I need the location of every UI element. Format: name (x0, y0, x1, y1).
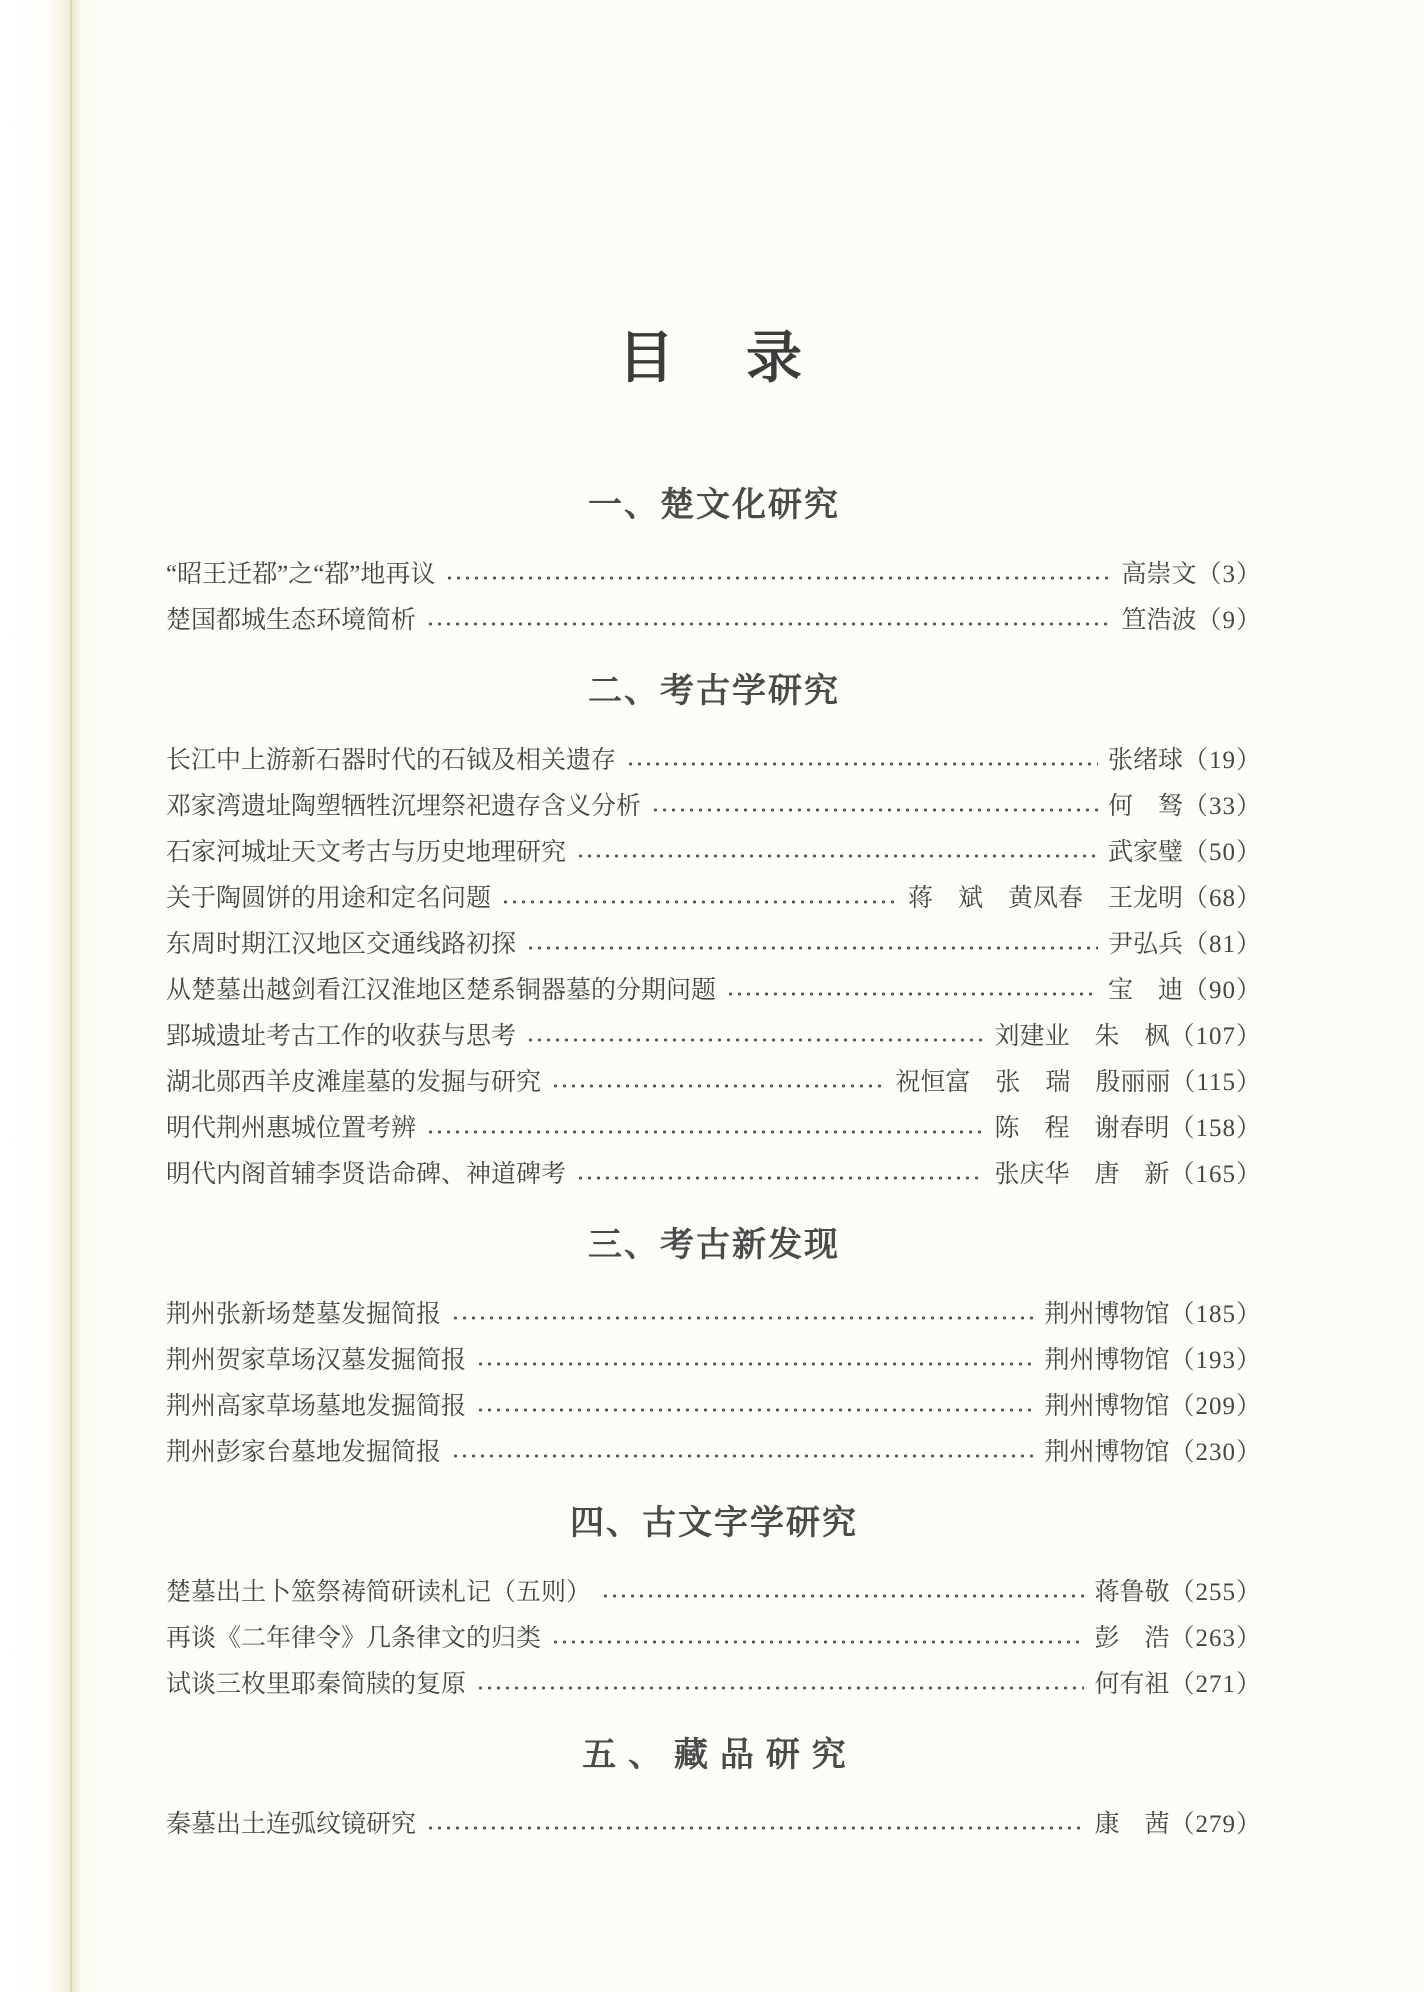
dot-leader (451, 1451, 1034, 1461)
toc-entry (166, 876, 1262, 922)
entry-page-number: （107） (1169, 1023, 1262, 1050)
toc-entry (166, 1662, 1262, 1708)
toc-entry (166, 1570, 1262, 1616)
entry-authors: 刘建业 朱 枫 (994, 1023, 1170, 1050)
dot-leader (426, 1823, 1084, 1833)
dot-leader (476, 1683, 1084, 1693)
entry-authors: 何 驽 (1107, 793, 1183, 820)
entry-page-number: （209） (1169, 1393, 1262, 1420)
dot-leader (426, 619, 1111, 629)
entry-title: “昭王迁鄀”之“鄀”地再议 (166, 561, 436, 588)
entry-title: 明代内阁首辅李贤诰命碑、神道碑考 (166, 1161, 567, 1188)
entry-page-number: （193） (1169, 1347, 1262, 1374)
page-title: 目 录 (618, 328, 810, 390)
entry-authors: 高崇文 (1121, 561, 1197, 588)
dot-leader (426, 1127, 984, 1137)
entry-title: 从楚墓出越剑看江汉淮地区楚系铜器墓的分期问题 (166, 977, 717, 1004)
entry-page-number: （165） (1169, 1161, 1262, 1188)
toc-entry (166, 1384, 1262, 1430)
entry-page-number: （158） (1169, 1115, 1262, 1142)
entry-title: 楚墓出土卜筮祭祷简研读札记（五则） (166, 1579, 592, 1606)
toc-entry (166, 552, 1262, 598)
entry-title: 长江中上游新石器时代的石钺及相关遗存 (166, 747, 617, 774)
entry-page-number: （3） (1196, 561, 1262, 588)
toc-section (166, 484, 1262, 644)
dot-leader (576, 1173, 984, 1183)
dot-leader (651, 805, 1098, 815)
dot-leader (626, 759, 1098, 769)
entry-authors: 荆州博物馆 (1044, 1439, 1170, 1466)
dot-leader (451, 1313, 1034, 1323)
section-entries (166, 1802, 1262, 1848)
dot-leader (501, 897, 898, 907)
section-entries (166, 1570, 1262, 1708)
entry-authors: 何有祖 (1094, 1671, 1170, 1698)
entry-title: 秦墓出土连弧纹镜研究 (166, 1811, 417, 1838)
entry-page-number: （50） (1182, 839, 1262, 866)
entry-page-number: （33） (1182, 793, 1262, 820)
entry-title: 石家河城址天文考古与历史地理研究 (166, 839, 567, 866)
toc-entry (166, 968, 1262, 1014)
entry-title: 荆州高家草场墓地发掘简报 (166, 1393, 467, 1420)
entry-title: 东周时期江汉地区交通线路初探 (166, 931, 517, 958)
entry-page-number: （185） (1169, 1301, 1262, 1328)
toc-entry (166, 1616, 1262, 1662)
dot-leader (526, 1035, 984, 1045)
entry-authors: 张绪球 (1107, 747, 1183, 774)
entry-authors: 康 茜 (1094, 1811, 1170, 1838)
entry-authors: 荆州博物馆 (1044, 1347, 1170, 1374)
entry-page-number: （263） (1169, 1625, 1262, 1652)
toc-entry (166, 1060, 1262, 1106)
dot-leader (551, 1637, 1084, 1647)
toc-entry (166, 1152, 1262, 1198)
entry-title: 楚国都城生态环境简析 (166, 607, 417, 634)
section-heading: 二、考古学研究 (588, 672, 840, 710)
toc-entry (166, 598, 1262, 644)
toc-entry (166, 830, 1262, 876)
entry-page-number: （255） (1169, 1579, 1262, 1606)
entry-title: 荆州张新场楚墓发掘简报 (166, 1301, 442, 1328)
section-entries (166, 1292, 1262, 1476)
section-heading: 五、藏品研究 (582, 1736, 858, 1774)
dot-leader (576, 851, 1098, 861)
entry-page-number: （19） (1182, 747, 1262, 774)
entry-authors: 尹弘兵 (1107, 931, 1183, 958)
entry-page-number: （279） (1169, 1811, 1262, 1838)
entry-authors: 荆州博物馆 (1044, 1301, 1170, 1328)
toc-entry (166, 922, 1262, 968)
dot-leader (476, 1359, 1034, 1369)
page-edge-line (70, 0, 72, 1992)
entry-title: 试谈三枚里耶秦简牍的复原 (166, 1671, 467, 1698)
toc-entry (166, 1106, 1262, 1152)
dot-leader (551, 1081, 885, 1091)
entry-page-number: （90） (1182, 977, 1262, 1004)
entry-authors: 陈 程 谢春明 (994, 1115, 1170, 1142)
dot-leader (726, 989, 1098, 999)
toc-content (166, 0, 1262, 1848)
toc-entry (166, 1802, 1262, 1848)
toc-section (166, 670, 1262, 1198)
toc-entry (166, 1430, 1262, 1476)
entry-authors: 宝 迪 (1107, 977, 1183, 1004)
toc-sections (166, 484, 1262, 1848)
toc-entry (166, 738, 1262, 784)
dot-leader (476, 1405, 1034, 1415)
dot-leader (526, 943, 1098, 953)
toc-entry (166, 1338, 1262, 1384)
entry-page-number: （68） (1182, 885, 1262, 912)
section-heading: 一、楚文化研究 (588, 486, 840, 524)
entry-title: 湖北郧西羊皮滩崖墓的发掘与研究 (166, 1069, 542, 1096)
entry-title: 明代荆州惠城位置考辨 (166, 1115, 417, 1142)
toc-entry (166, 784, 1262, 830)
entry-page-number: （9） (1196, 607, 1262, 634)
entry-authors: 张庆华 唐 新 (994, 1161, 1170, 1188)
entry-page-number: （81） (1182, 931, 1262, 958)
entry-title: 邓家湾遗址陶塑牺牲沉埋祭祀遗存含义分析 (166, 793, 642, 820)
entry-authors: 武家璧 (1107, 839, 1183, 866)
dot-leader (601, 1591, 1084, 1601)
toc-entry (166, 1014, 1262, 1060)
entry-authors: 蒋 斌 黄凤春 王龙明 (907, 885, 1183, 912)
entry-title: 荆州彭家台墓地发掘简报 (166, 1439, 442, 1466)
section-heading: 四、古文字学研究 (570, 1504, 858, 1542)
entry-page-number: （115） (1170, 1069, 1262, 1096)
entry-title: 荆州贺家草场汉墓发掘简报 (166, 1347, 467, 1374)
entry-page-number: （271） (1169, 1671, 1262, 1698)
toc-section (166, 1224, 1262, 1476)
entry-title: 郢城遗址考古工作的收获与思考 (166, 1023, 517, 1050)
entry-page-number: （230） (1169, 1439, 1262, 1466)
entry-title: 再谈《二年律令》几条律文的归类 (166, 1625, 542, 1652)
entry-authors: 荆州博物馆 (1044, 1393, 1170, 1420)
toc-entry (166, 1292, 1262, 1338)
entry-authors: 蒋鲁敬 (1094, 1579, 1170, 1606)
toc-section (166, 1734, 1262, 1848)
entry-authors: 笪浩波 (1121, 607, 1197, 634)
section-heading: 三、考古新发现 (588, 1226, 840, 1264)
entry-title: 关于陶圆饼的用途和定名问题 (166, 885, 492, 912)
dot-leader (445, 573, 1111, 583)
toc-section (166, 1502, 1262, 1708)
section-entries (166, 738, 1262, 1198)
section-entries (166, 552, 1262, 644)
entry-authors: 祝恒富 张 瑞 殷丽丽 (895, 1069, 1171, 1096)
entry-authors: 彭 浩 (1094, 1625, 1170, 1652)
